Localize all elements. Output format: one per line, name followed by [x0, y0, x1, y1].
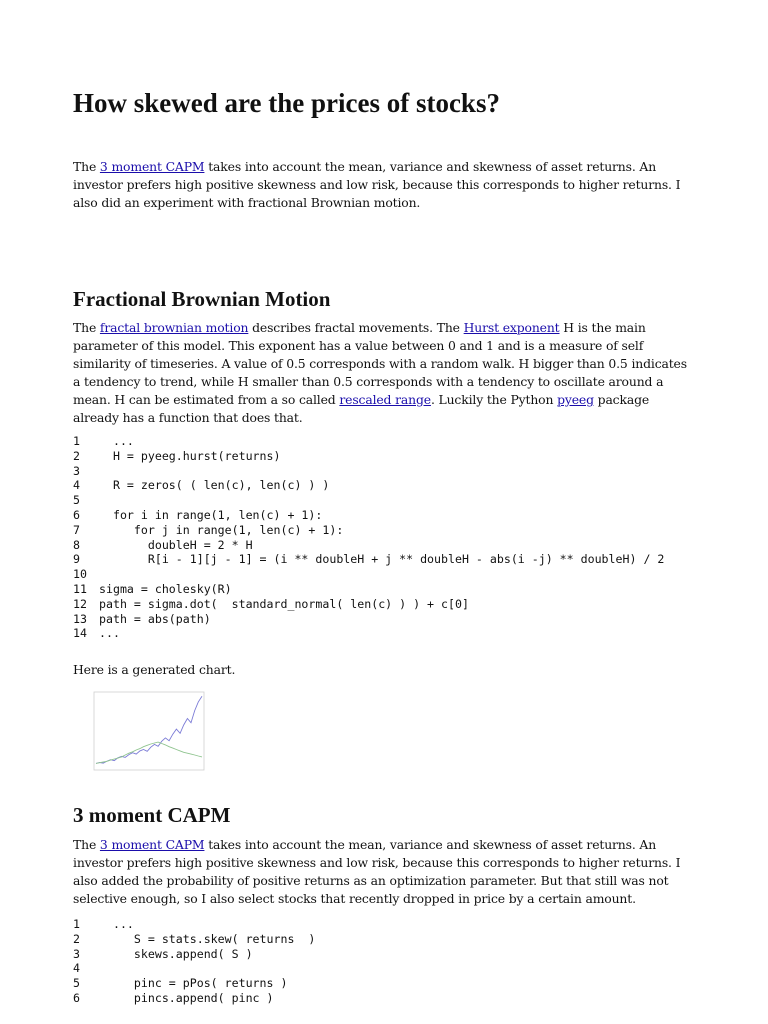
code-text: for i in range(1, len(c) + 1): [99, 507, 323, 522]
page-title: How skewed are the prices of stocks? [73, 88, 500, 118]
code-line [73, 991, 315, 1006]
capm-line [73, 890, 713, 908]
code-text: sigma = cholesky(R) [99, 581, 232, 596]
line-number: 8 [73, 537, 80, 552]
code-line [73, 582, 664, 597]
line-number: 14 [73, 626, 87, 641]
code-line [73, 464, 664, 479]
fbm-line [73, 319, 713, 337]
line-number: 3 [73, 946, 80, 961]
code-text: path = sigma.dot( standard_normal( len(c) ) ) + c[0] [99, 596, 469, 611]
code-text: skews.append( S ) [99, 946, 253, 961]
text-run: package [593, 392, 650, 407]
code-line [73, 478, 664, 493]
line-number: 12 [73, 596, 87, 611]
line-number: 1 [73, 434, 80, 448]
text-run: The [73, 320, 100, 335]
inline-link[interactable]: Hurst exponent [463, 320, 560, 335]
line-number: 13 [73, 611, 87, 626]
text-run: takes into account the mean, variance and skewness of asset returns. An [204, 837, 657, 852]
code-line [73, 626, 664, 641]
code-line [73, 523, 664, 538]
chart-plot-frame [94, 692, 204, 770]
code-text: doubleH = 2 * H [99, 537, 253, 552]
code-line [73, 538, 664, 553]
fbm-line [73, 391, 713, 409]
line-number: 6 [73, 507, 80, 522]
line-number: 10 [73, 567, 87, 582]
code-line [73, 612, 664, 627]
capm-paragraph [73, 836, 713, 908]
text-run: mean. H can be estimated from a so called [73, 392, 340, 407]
code-text: path = abs(path) [99, 611, 211, 626]
generated-fbm-chart [90, 690, 208, 772]
code-text: S = stats.skew( returns ) [99, 931, 316, 946]
capm-line [73, 836, 713, 854]
fbm-line [73, 373, 713, 391]
intro-line [73, 194, 713, 212]
text-run: a tendency to trend, while H smaller than 0.5 corresponds with a tendency to oscillate around a [73, 374, 664, 389]
code-text: pincs.append( pinc ) [99, 990, 274, 1005]
code-text: R[i - 1][j - 1] = (i ** doubleH + j ** doubleH - abs(i -j) ** doubleH) / 2 [99, 552, 665, 567]
intro-line [73, 158, 713, 176]
capm-code-block [73, 917, 315, 1006]
code-text: pinc = pPos( returns ) [99, 976, 288, 991]
text-run: parameter of this model. This exponent has a value between 0 and 1 and is a measure of self [73, 338, 644, 353]
fbm-code-block [73, 434, 664, 641]
inline-link[interactable]: 3 moment CAPM [99, 837, 205, 852]
line-number: 9 [73, 552, 80, 567]
inline-link[interactable]: 3 moment CAPM [99, 159, 205, 174]
line-number: 5 [73, 493, 80, 508]
code-text: ... [99, 434, 134, 448]
line-number: 4 [73, 478, 80, 493]
chart-caption-text: Here is a generated chart. [73, 662, 236, 677]
line-number: 3 [73, 463, 80, 478]
line-number: 5 [73, 976, 80, 991]
text-run: The [73, 159, 100, 174]
intro-paragraph [73, 158, 713, 212]
code-line [73, 449, 664, 464]
line-number: 7 [73, 522, 80, 537]
code-text: for j in range(1, len(c) + 1): [99, 522, 344, 537]
fbm-paragraph [73, 319, 713, 427]
text-run: investor prefers high positive skewness and low risk, because this corresponds to higher returns. I [73, 855, 681, 870]
text-run: describes fractal movements. The [248, 320, 464, 335]
line-number: 6 [73, 990, 80, 1005]
text-run: already has a function that does that. [73, 410, 303, 425]
capm-line [73, 854, 713, 872]
fbm-line [73, 337, 713, 355]
code-text: R = zeros( ( len(c), len(c) ) ) [99, 478, 330, 493]
code-line [73, 434, 664, 449]
code-text: H = pyeeg.hurst(returns) [99, 448, 281, 463]
code-line [73, 552, 664, 567]
line-number: 1 [73, 917, 80, 931]
code-line [73, 493, 664, 508]
text-run: investor prefers high positive skewness and low risk, because this corresponds to higher returns. I [73, 177, 681, 192]
fbm-line [73, 355, 713, 373]
text-run: also did an experiment with fractional Brownian motion. [73, 195, 421, 210]
section-heading-capm: 3 moment CAPM [73, 803, 231, 827]
text-run: also added the probability of positive returns as an optimization parameter. But that still was not [73, 873, 669, 888]
chart-caption [73, 661, 713, 679]
code-text: ... [99, 626, 120, 641]
text-run: The [73, 837, 100, 852]
text-run: H is the main [559, 320, 646, 335]
code-line [73, 976, 315, 991]
text-run: similarity of timeseries. A value of 0.5 corresponds with a random walk. H bigger than 0.5 indicates [73, 356, 687, 371]
code-line [73, 947, 315, 962]
line-number: 2 [73, 448, 80, 463]
line-number: 4 [73, 961, 80, 976]
line-number: 11 [73, 581, 87, 596]
code-line [73, 508, 664, 523]
inline-link[interactable]: rescaled range [339, 392, 431, 407]
code-line [73, 917, 315, 932]
code-line [73, 961, 315, 976]
intro-line [73, 176, 713, 194]
text-run: takes into account the mean, variance and skewness of asset returns. An [204, 159, 657, 174]
code-text: ... [99, 917, 134, 931]
capm-line [73, 872, 713, 890]
code-line [73, 932, 315, 947]
text-run: . Luckily the Python [430, 392, 558, 407]
fbm-line [73, 409, 713, 427]
inline-link[interactable]: fractal brownian motion [99, 320, 249, 335]
line-number: 2 [73, 931, 80, 946]
code-line [73, 597, 664, 612]
section-heading-fbm: Fractional Brownian Motion [73, 287, 331, 311]
inline-link[interactable]: pyeeg [557, 392, 594, 407]
code-line [73, 567, 664, 582]
text-run: selective enough, so I also select stocks that recently dropped in price by a certain amount. [73, 891, 636, 906]
